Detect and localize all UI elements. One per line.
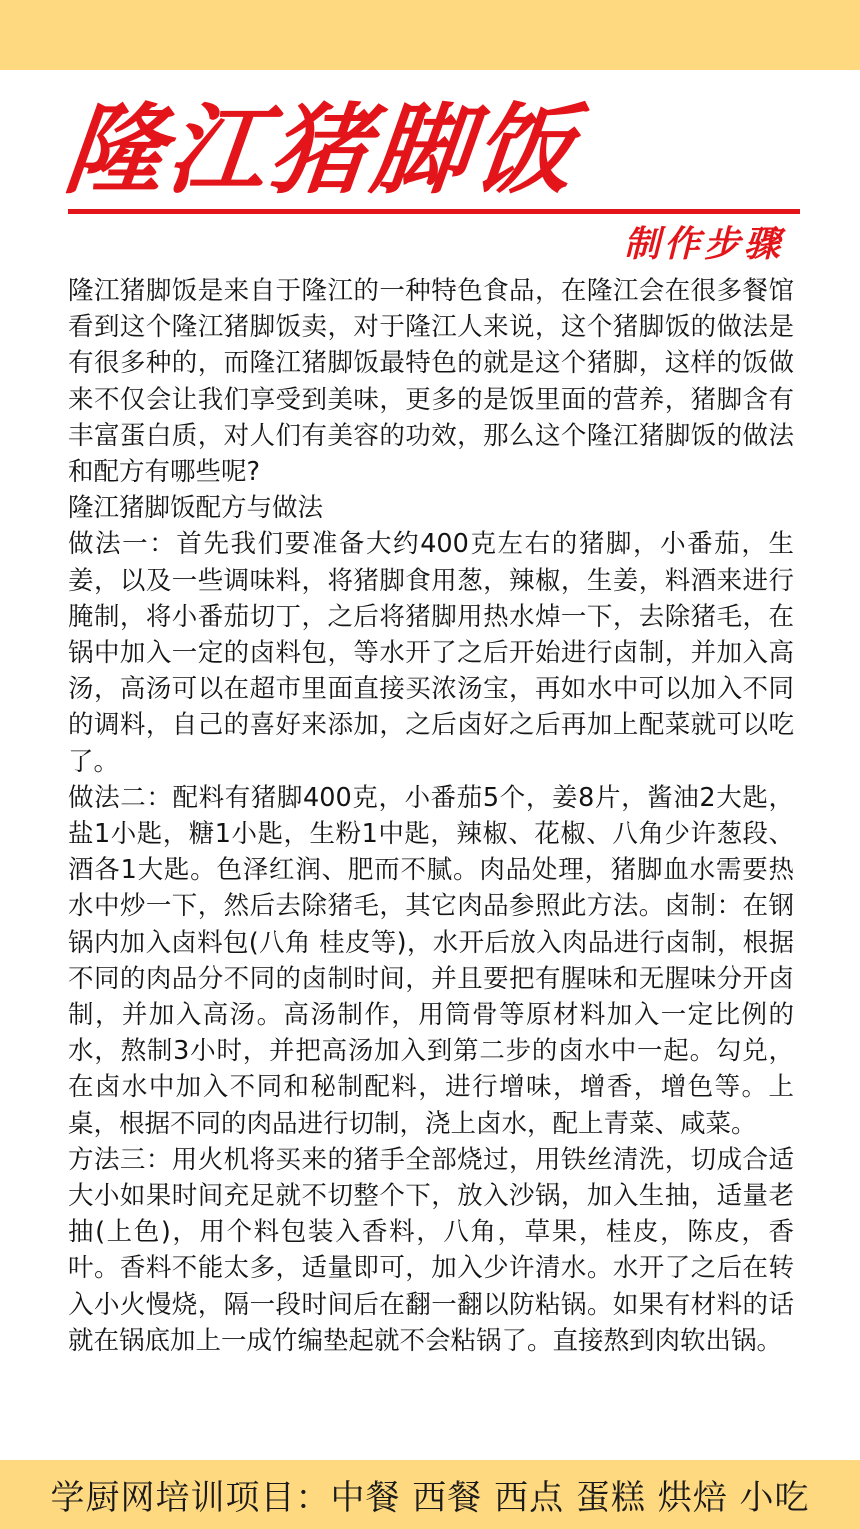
section-heading: 隆江猪脚饭配方与做法: [68, 493, 324, 524]
page-subtitle: 制作步骤: [623, 224, 784, 265]
method-three-paragraph: 方法三：用火机将买来的猪手全部烧过，用铁丝清洗，切成合适大小如果时间充足就不切整个下，放入沙锅，加入生抽，适量老抽(上色)，用个料包装入香料，八角，草果，桂皮，陈皮，香叶。香料不能太多，适量即可，加入少许清水。水开了之后在转入小火慢烧，隔一段时间后在翻一翻以防粘锅。如果有材料的话就在锅底加上一成竹编垫起就不会粘锅了。直接熬到肉软出锅。: [68, 1144, 794, 1356]
article-body: [68, 273, 794, 1359]
top-banner: [0, 0, 860, 70]
footer-banner: [0, 1460, 860, 1529]
title-underline: [68, 209, 800, 214]
page-title: 隆江猪脚饭: [60, 94, 583, 208]
method-two-paragraph: 做法二：配料有猪脚400克，小番茄5个，姜8片，酱油2大匙，盐1小匙，糖1小匙，生粉1中匙，辣椒、花椒、八角少许葱段、酒各1大匙。色泽红润、肥而不腻。肉品处理，猪脚血水需要热水中炒一下，然后去除猪毛，其它肉品参照此方法。卤制：在钢锅内加入卤料包(八角 桂皮等)，水开后放入肉品进行卤制，根据不同的肉品分不同的卤制时间，并且要把有腥味和无腥味分开卤制，并加入高汤。高汤制作，用筒骨等原材料加入一定比例的水，熬制3小时，并把高汤加入到第二步的卤水中一起。勾兑，在卤水中加入不同和秘制配料，进行增味，增香，增色等。上桌，根据不同的肉品进行切制，浇上卤水，配上青菜、咸菜。: [68, 782, 794, 1139]
footer-text: 学厨网培训项目：中餐 西餐 西点 蛋糕 烘焙 小吃: [50, 1478, 810, 1518]
method-one-paragraph: 做法一：首先我们要准备大约400克左右的猪脚，小番茄，生姜，以及一些调味料，将猪脚食用葱，辣椒，生姜，料酒来进行腌制，将小番茄切丁，之后将猪脚用热水焯一下，去除猪毛，在锅中加入一定的卤料包，等水开了之后开始进行卤制，并加入高汤，高汤可以在超市里面直接买浓汤宝，再如水中可以加入不同的调料，自己的喜好来添加，之后卤好之后再加上配菜就可以吃了。: [68, 529, 794, 777]
intro-paragraph: 隆江猪脚饭是来自于隆江的一种特色食品，在隆江会在很多餐馆看到这个隆江猪脚饭卖，对于隆江人来说，这个猪脚饭的做法是有很多种的，而隆江猪脚饭最特色的就是这个猪脚，这样的饭做来不仅会让我们享受到美味，更多的是饭里面的营养，猪脚含有丰富蛋白质，对人们有美容的功效，那么这个隆江猪脚饭的做法和配方有哪些呢?: [68, 276, 794, 488]
